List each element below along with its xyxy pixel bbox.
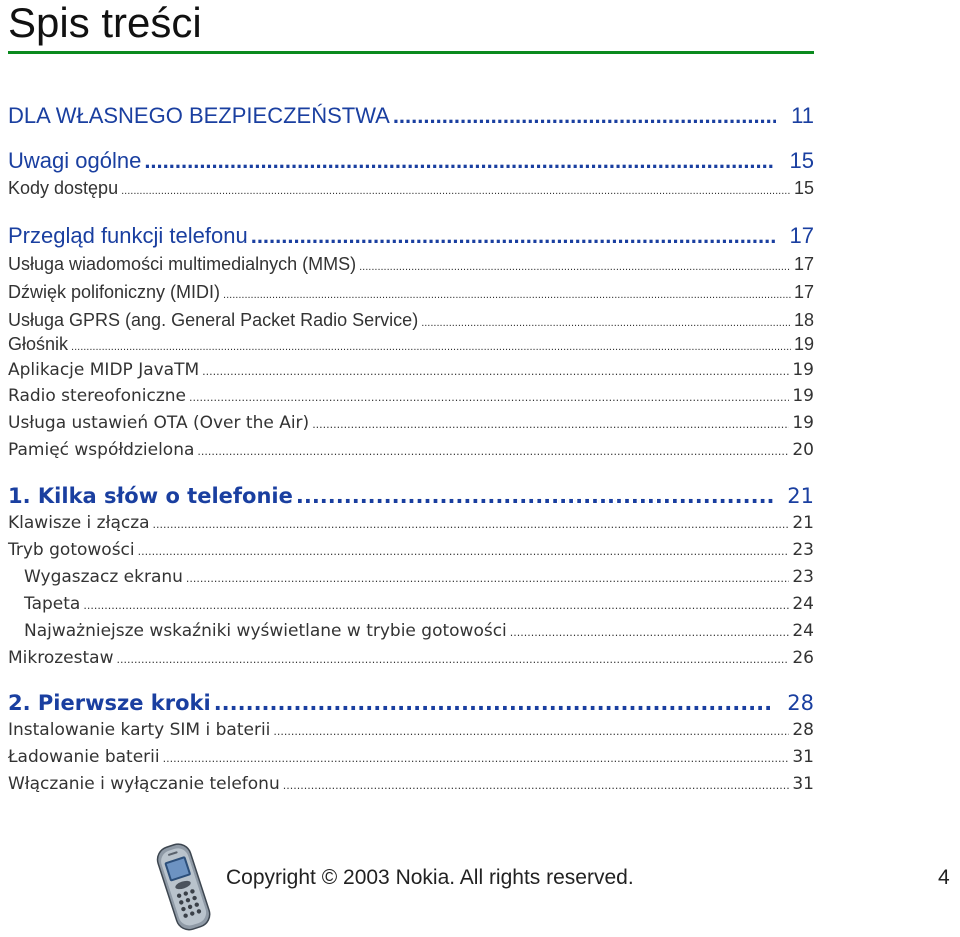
toc-entry-page: 31 (792, 747, 814, 767)
toc-entry-label: Instalowanie karty SIM i baterii (8, 720, 271, 740)
leader-dots (273, 721, 789, 743)
toc-entry-page: 28 (787, 691, 814, 715)
leader-dots (116, 649, 789, 671)
toc-entry-label: Dźwięk polifoniczny (MIDI) (8, 282, 221, 302)
leader-dots (223, 284, 791, 306)
toc-entry-label: Uwagi ogólne (8, 148, 142, 173)
nokia-phone-icon (148, 838, 218, 933)
toc-entry-java-apps[interactable] (8, 359, 814, 383)
toc-entry-page: 28 (792, 720, 814, 740)
leader-dots (251, 223, 775, 249)
copyright-notice: Copyright © 2003 Nokia. All rights reserved. (226, 866, 634, 889)
toc-entry-page: 15 (789, 148, 814, 173)
toc-entry-label: Mikrozestaw (8, 648, 114, 668)
leader-dots (71, 336, 791, 358)
page-number: 4 (938, 866, 950, 889)
toc-entry-headset[interactable] (8, 647, 814, 671)
toc-entry-page: 19 (793, 334, 814, 354)
leader-dots (83, 595, 789, 617)
toc-entry-page: 15 (793, 178, 814, 198)
leader-dots (189, 387, 789, 409)
toc-entry-charging[interactable] (8, 746, 814, 770)
toc-entry-label: Usługa ustawień OTA (Over the Air) (8, 413, 310, 433)
toc-entry-chapter-1[interactable] (8, 483, 814, 509)
toc-entry-label: Aplikacje MIDP JavaTM (8, 360, 200, 380)
leader-dots (296, 483, 774, 509)
toc-entry-label: Wygaszacz ekranu (24, 567, 183, 587)
leader-dots (186, 568, 789, 590)
toc-entry-label: Usługa wiadomości multimedialnych (MMS) (8, 254, 357, 274)
toc-entry-midi[interactable] (8, 281, 814, 306)
toc-entry-wallpaper[interactable] (8, 593, 814, 617)
toc-entry-page: 11 (791, 103, 814, 128)
toc-entry-power-on-off[interactable] (8, 773, 814, 797)
toc-entry-label: Usługa GPRS (ang. General Packet Radio Service) (8, 310, 419, 330)
toc-entry-keys-connectors[interactable] (8, 512, 814, 536)
toc-entry-access-codes[interactable] (8, 177, 814, 202)
leader-dots (312, 414, 789, 436)
leader-dots (197, 441, 789, 463)
leader-dots (202, 361, 789, 383)
leader-dots (421, 312, 791, 334)
leader-dots (214, 690, 775, 716)
toc-entry-screensaver[interactable] (8, 566, 814, 590)
toc-entry-page: 21 (792, 513, 814, 533)
toc-entry-gprs[interactable] (8, 309, 814, 334)
leader-dots (359, 256, 791, 278)
toc-entry-label: Przegląd funkcji telefonu (8, 223, 248, 248)
toc-entry-page: 19 (792, 413, 814, 433)
toc-entry-page: 18 (793, 310, 814, 330)
toc-entry-mms[interactable] (8, 253, 814, 278)
toc-entry-page: 23 (792, 540, 814, 560)
leader-dots (283, 775, 790, 797)
toc-entry-label: Radio stereofoniczne (8, 386, 187, 406)
toc-entry-label: Kody dostępu (8, 178, 119, 198)
toc-entry-page: 17 (793, 282, 814, 302)
toc-entry-sim-battery[interactable] (8, 719, 814, 743)
toc-entry-label: Najważniejsze wskaźniki wyświetlane w trybie gotowości (24, 621, 507, 641)
leader-dots (121, 180, 791, 202)
toc-entry-features-overview[interactable] (8, 223, 814, 249)
toc-entry-loudspeaker[interactable] (8, 333, 814, 358)
leader-dots (153, 514, 790, 536)
toc-entry-label: DLA WŁASNEGO BEZPIECZEŃSTWA (8, 103, 390, 128)
toc-entry-ota[interactable] (8, 412, 814, 436)
toc-entry-label: Włączanie i wyłączanie telefonu (8, 774, 280, 794)
leader-dots (163, 748, 790, 770)
toc-entry-page: 20 (792, 440, 814, 460)
toc-entry-page: 23 (792, 567, 814, 587)
toc-entry-page: 17 (789, 223, 814, 248)
toc-entry-label: Tryb gotowości (8, 540, 135, 560)
toc-entry-page: 31 (792, 774, 814, 794)
title-underline (8, 51, 814, 54)
toc-entry-label: Tapeta (24, 594, 81, 614)
toc-entry-chapter-2[interactable] (8, 690, 814, 716)
toc-entry-label: Głośnik (8, 334, 69, 354)
toc-entry-stereo-radio[interactable] (8, 385, 814, 409)
toc-entry-general-notes[interactable] (8, 148, 814, 174)
toc-entry-page: 19 (792, 386, 814, 406)
toc-entry-page: 24 (792, 594, 814, 614)
toc-entry-safety[interactable] (8, 103, 814, 129)
toc-entry-label: 2. Pierwsze kroki (8, 691, 211, 715)
toc-entry-label: Pamięć współdzielona (8, 440, 195, 460)
toc-entry-page: 24 (792, 621, 814, 641)
toc-entry-label: 1. Kilka słów o telefonie (8, 484, 293, 508)
toc-entry-label: Ładowanie baterii (8, 747, 160, 767)
toc-entry-page: 17 (793, 254, 814, 274)
toc-entry-shared-memory[interactable] (8, 439, 814, 463)
toc-entry-label: Klawisze i złącza (8, 513, 150, 533)
page-title: Spis treści (8, 0, 202, 46)
toc-entry-page: 26 (792, 648, 814, 668)
toc-entry-page: 19 (792, 360, 814, 380)
leader-dots (138, 541, 790, 563)
toc-entry-standby-indicators[interactable] (8, 620, 814, 644)
toc-entry-standby-mode[interactable] (8, 539, 814, 563)
toc-entry-page: 21 (787, 484, 814, 508)
page-footer (0, 838, 960, 933)
leader-dots (510, 622, 790, 644)
leader-dots (393, 103, 776, 129)
leader-dots (144, 148, 774, 174)
